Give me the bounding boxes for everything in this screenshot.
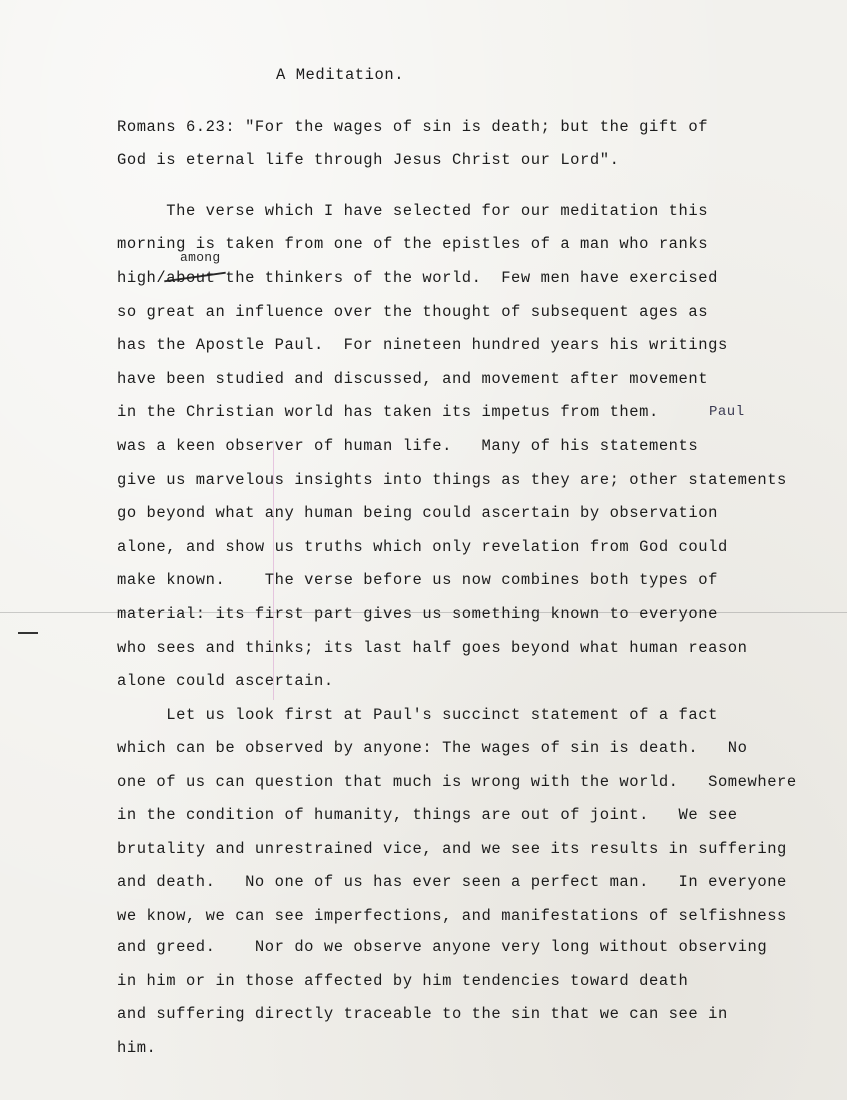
body-line: morning is taken from one of the epistles of a man who ranks: [117, 235, 709, 253]
margin-note-paul: Paul: [709, 404, 745, 420]
body-line: in him or in those affected by him tendencies toward death: [117, 972, 689, 990]
body-line: material: its first part gives us something known to everyone: [117, 605, 718, 623]
body-line: and death. No one of us has ever seen a perfect man. In everyone: [117, 873, 787, 891]
scripture-line-1: Romans 6.23: "For the wages of sin is death; but the gift of: [117, 118, 709, 136]
body-line: we know, we can see imperfections, and manifestations of selfishness: [117, 907, 787, 925]
body-line: alone, and show us truths which only revelation from God could: [117, 538, 728, 556]
body-line: and greed. Nor do we observe anyone very long without observing: [117, 938, 768, 956]
body-line: has the Apostle Paul. For nineteen hundred years his writings: [117, 336, 728, 354]
body-line: in the Christian world has taken its impetus from them.: [117, 403, 659, 421]
body-line: one of us can question that much is wrong with the world. Somewhere: [117, 773, 797, 791]
body-line: and suffering directly traceable to the sin that we can see in: [117, 1005, 728, 1023]
body-line: brutality and unrestrained vice, and we see its results in suffering: [117, 840, 787, 858]
body-line: was a keen observer of human life. Many of his statements: [117, 437, 699, 455]
document-title: A Meditation.: [276, 66, 405, 84]
body-line: who sees and thinks; its last half goes beyond what human reason: [117, 639, 748, 657]
body-line: so great an influence over the thought of subsequent ages as: [117, 303, 709, 321]
body-line: go beyond what any human being could ascertain by observation: [117, 504, 718, 522]
handwritten-insertion: among: [180, 250, 221, 265]
body-line: make known. The verse before us now combines both types of: [117, 571, 718, 589]
body-line: Let us look first at Paul's succinct statement of a fact: [117, 706, 718, 724]
body-line: The verse which I have selected for our meditation this: [117, 202, 709, 220]
body-line: in the condition of humanity, things are out of joint. We see: [117, 806, 738, 824]
body-line: have been studied and discussed, and movement after movement: [117, 370, 709, 388]
body-line: high/about the thinkers of the world. Few men have exercised: [117, 269, 718, 287]
body-line: give us marvelous insights into things as they are; other statements: [117, 471, 787, 489]
body-line: which can be observed by anyone: The wages of sin is death. No: [117, 739, 748, 757]
body-line: him.: [117, 1039, 157, 1057]
margin-mark: [18, 632, 38, 634]
scripture-line-2: God is eternal life through Jesus Christ our Lord".: [117, 151, 620, 169]
body-line: alone could ascertain.: [117, 672, 334, 690]
